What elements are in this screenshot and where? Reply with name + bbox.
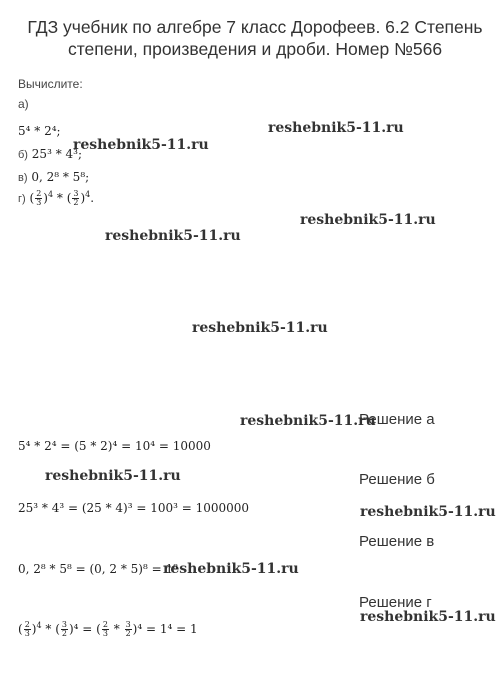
watermark: reshebnik5-11.ru — [73, 137, 209, 153]
solution-v-title: Решение в — [359, 533, 435, 550]
task-g-label: г) — [18, 193, 26, 205]
fraction: $\frac{2}{3}$ — [24, 620, 30, 638]
task-intro: Вычислите: — [18, 77, 83, 91]
task-v — [18, 170, 89, 184]
task-v-label: в) — [18, 172, 28, 184]
task-g — [18, 190, 94, 207]
solution-a: 5⁴ * 2⁴ = (5 * 2)⁴ = 10⁴ = 10000 — [18, 439, 211, 453]
page-title: ГДЗ учебник по алгебре 7 класс Дорофеев. 6.2 Степень степени, произведения и дроби. Номер №566 — [27, 17, 483, 59]
solution-a-title: Решение а — [359, 411, 435, 428]
task-g-expression: ( $\frac{2}{3}$ )$^4$ * ( $\frac{3}{2}$ )$^4$. — [29, 189, 95, 207]
watermark: reshebnik5-11.ru — [360, 609, 496, 625]
solution-g: ( $\frac{2}{3}$ )$^4$ * ( $\frac{3}{2}$ )⁴ = ( $\frac{2}{3}$ * $\frac{3}{2}$ )⁴ = 1⁴ = 1 — [18, 620, 198, 638]
watermark: reshebnik5-11.ru — [163, 561, 299, 577]
watermark: reshebnik5-11.ru — [105, 228, 241, 244]
solution-g-title: Решение г — [359, 594, 432, 611]
watermark: reshebnik5-11.ru — [240, 413, 376, 429]
watermark: reshebnik5-11.ru — [300, 212, 436, 228]
fraction: $\frac{3}{2}$ — [61, 620, 67, 638]
fraction: $\frac{3}{2}$ — [125, 620, 131, 638]
solution-b-title: Решение б — [359, 471, 435, 488]
task-v-expression: 0, 2⁸ * 5⁸; — [31, 170, 90, 184]
fraction: $\frac{2}{3}$ — [36, 189, 42, 207]
task-a-expression: 5⁴ * 2⁴; — [18, 124, 61, 138]
task-a-label: а) — [18, 97, 29, 111]
watermark: reshebnik5-11.ru — [268, 120, 404, 136]
task-b-expression: 25³ * 4³; — [31, 147, 82, 161]
task-b-label: б) — [18, 149, 28, 161]
solution-v: 0, 2⁸ * 5⁸ = (0, 2 * 5)⁸ = 1⁸ — [18, 562, 178, 576]
solution-b: 25³ * 4³ = (25 * 4)³ = 100³ = 1000000 — [18, 501, 250, 515]
watermark: reshebnik5-11.ru — [45, 468, 181, 484]
watermark: reshebnik5-11.ru — [192, 320, 328, 336]
fraction: $\frac{2}{3}$ — [102, 620, 108, 638]
watermark: reshebnik5-11.ru — [360, 504, 496, 520]
fraction: $\frac{3}{2}$ — [73, 189, 79, 207]
